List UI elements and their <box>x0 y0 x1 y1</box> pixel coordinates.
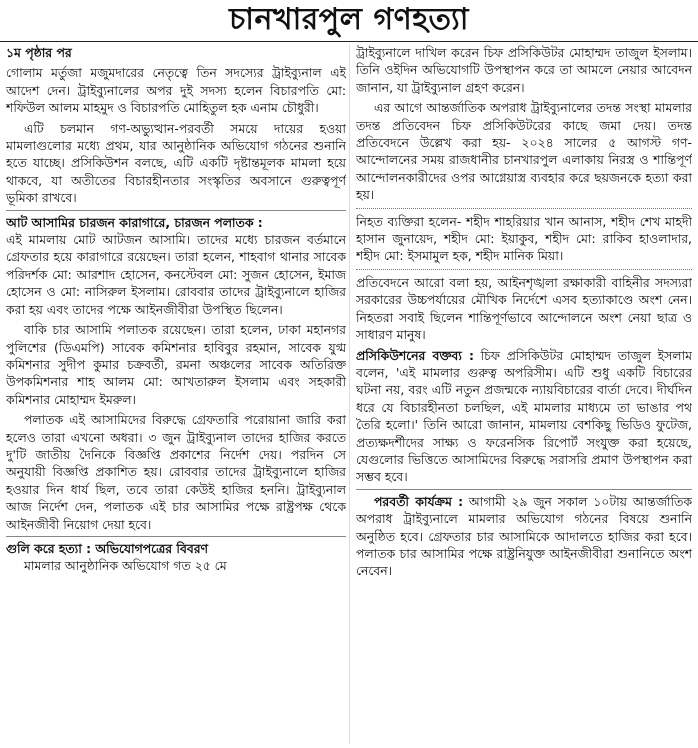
paragraph-filing: ট্রাইব্যুনালে দাখিল করেন চিফ প্রসিকিউটর মোহাম্মদ তাজুল ইসলাম। তিনি ওইদিন অভিযোগটি উপস্থাপন করে তা আমলে নেয়ার আবেদন জানান, যা ট্রাইব্যুনাল গ্রহণ করেন। <box>356 45 692 95</box>
subhead-charge-sheet: গুলি করে হত্যা : অভিযোগপত্রের বিবরণ <box>6 540 209 556</box>
dotted-divider <box>356 269 692 270</box>
paragraph-charge-sheet: মামলার আনুষ্ঠানিক অভিযোগ গত ২৫ মে <box>24 558 227 574</box>
section-divider <box>6 210 346 211</box>
next-steps-text: আগামী ২৯ জুন সকাল ১০টায় আন্তর্জাতিক অপরাধ ট্রাইব্যুনালে মামলার অভিযোগ গঠনের বিষয়ে শুনানি অনুষ্ঠিত হবে। গ্রেফতার চার আসামিকে আদালতে হাজির করা হবে। পলাতক চার আসামির পক্ষে রাষ্ট্রনিযুক্ত আইনজীবীরা শুনানিতে অংশ নেবেন। <box>356 493 692 579</box>
section-divider <box>356 489 692 490</box>
section-divider <box>6 536 346 537</box>
subhead-next-steps: পরবর্তী কার্যক্রম : <box>374 493 464 509</box>
paragraph-first-case: এটি চলমান গণ-অভ্যুত্থান-পরবর্তী সময়ে দায়ের হওয়া মামলাগুলোর মধ্যে প্রথম, যার আনুষ্ঠানিক অভিযোগ গঠনের শুনানি হতে যাচ্ছে। প্রসিকিউশন বলছে, এটি একটি দৃষ্টান্তমূলক মামলা হয়ে থাকবে, যা অতীতের বিচারহীনতার সংস্কৃতির অবসানে গুরুত্বপূর্ণ ভূমিকা রাখবে। <box>6 120 346 206</box>
page-reference: ১ম পৃষ্ঠার পর <box>6 45 72 60</box>
subhead-accused: আট আসামির চারজন কারাগারে, চারজন পলাতক : <box>6 214 263 230</box>
dotted-divider <box>356 208 692 209</box>
paragraph-accused-absconding: বাকি চার আসামি পলাতক রয়েছেন। তারা হলেন, ঢাকা মহানগর পুলিশের (ডিএমপি) সাবেক কমিশনার হাবিবুর রহমান, সাবেক যুগ্ম কমিশনার সুদীপ কুমার চক্রবর্তী, রমনা অঞ্চলের সাবেক অতিরিক্ত উপকমিশনার শাহ আলম মো: আখতারুল ইসলাম এবং সহকারী কমিশনার মোহাম্মদ ইমরুল। <box>6 322 346 407</box>
paragraph-next-steps <box>356 493 692 580</box>
paragraph-warrants: পলাতক এই আসামিদের বিরুদ্ধে গ্রেফতারি পরোয়ানা জারি করা হলেও তারা এখনো অধরা। ৩ জুন ট্রাইব্যুনাল তাদের হাজির করতে দু'টি জাতীয় দৈনিকে বিজ্ঞপ্তি প্রকাশের নির্দেশ দেয়। পরদিন সে অনুযায়ী বিজ্ঞপ্তি প্রকাশিত হয়। রোববার তাদের ট্রাইব্যুনালে হাজির হওয়ার দিন ধার্য ছিল, তবে তারা কেউই হাজির হননি। ট্রাইব্যুনাল আজ নির্দেশ দেন, পলাতক এই চার আসামির পক্ষে রাষ্ট্রপক্ষ থেকে আইনজীবী নিয়োগ দেয়া হবে। <box>6 412 346 532</box>
right-column <box>356 44 692 744</box>
column-divider <box>349 44 350 744</box>
subhead-prosecution: প্রসিকিউশনের বক্তব্য : <box>356 347 474 363</box>
paragraph-prosecution-statement <box>356 347 692 486</box>
left-column <box>6 44 346 744</box>
paragraph-victims: নিহত ব্যক্তিরা হলেন- শহীদ শাহরিয়ার খান আনাস, শহীদ শেখ মাহদী হাসান জুনায়েদ, শহীদ মো: ইয়াকুব, শহীদ মো: রাকিব হাওলাদার, শহীদ মো: ইসমামুল হক, শহীদ মানিক মিয়া। <box>356 213 692 264</box>
paragraph-judges: গোলাম মর্তুজা মজুমদারের নেতৃত্বে তিন সদস্যের ট্রাইব্যুনাল এই আদেশ দেন। ট্রাইব্যুনালের অপর দুই সদস্য হলেন বিচারপতি মো: শফিউল আলম মাহমুদ ও বিচারপতি মোহিতুল হক এনাম চৌধুরী। <box>6 65 346 116</box>
prosecution-text: চিফ প্রসিকিউটর মোহাম্মদ তাজুল ইসলাম বলেন, 'এই মামলার গুরুত্ব অপরিসীম। এটি শুধু একটি বিচারের ঘটনা নয়, বরং এটি নতুন প্রজন্মকে ন্যায়বিচারের বার্তা দেবে। দীর্ঘদিন ধরে যে বিচারহীনতা চলছিল, এই মামলার মাধ্যমে তা ভাঙার পথ তৈরি হলো।' তিনি আরো জানান, মামলায় বেশকিছু ভিডিও ফুটেজ, প্রত্যক্ষদর্শীদের সাক্ষ্য ও ফরেনসিক রিপোর্ট সংযুক্ত করা হয়েছে, যেগুলোর ভিত্তিতে আসামিদের বিরুদ্ধে সরাসরি প্রমাণ উপস্থাপন করা সম্ভব হবে। <box>356 347 692 485</box>
headline-rule <box>0 41 698 42</box>
paragraph-accused-jailed: এই মামলায় মোট আটজন আসামি। তাদের মধ্যে চারজন বর্তমানে গ্রেফতার হয়ে কারাগারে রয়েছেন। তারা হলেন, শাহবাগ থানার সাবেক পরিদর্শক মো: আরশাদ হোসেন, কনস্টেবল মো: সুজন হোসেন, ইমাজ হোসেন ও মো: নাসিরুল ইসলাম। রোববার তাদের ট্রাইব্যুনালে হাজির করা হয় এবং তাদের পক্ষে আইনজীবীরা উপস্থিত ছিলেন। <box>6 232 346 317</box>
paragraph-report-findings: প্রতিবেদনে আরো বলা হয়, আইনশৃঙ্খলা রক্ষাকারী বাহিনীর সদস্যরা সরকারের উচ্চপর্যায়ের মৌখিক নির্দেশে এসব হত্যাকাণ্ডে অংশ নেন। নিহতরা সবাই ছিলেন শান্তিপূর্ণভাবে আন্দোলনে অংশ নেয়া ছাত্র ও সাধারণ মানুষ। <box>356 274 692 343</box>
headline: চানখারপুল গণহত্যা <box>229 2 469 37</box>
paragraph-investigation: এর আগে আন্তর্জাতিক অপরাধ ট্রাইব্যুনালের তদন্ত সংস্থা মামলার তদন্ত প্রতিবেদন চিফ প্রসিকিউটরের কাছে জমা দেয়। তদন্ত প্রতিবেদনে উল্লেখ করা হয়- ২০২৪ সালের ৫ আগস্ট গণ-আন্দোলনের সময় রাজধানীর চানখারপুল এলাকায় নিরস্ত্র ও শান্তিপূর্ণ আন্দোলনকারীদের ওপর আগ্নেয়াস্ত্র ব্যবহার করে ছয়জনকে হত্যা করা হয়। <box>356 100 692 203</box>
